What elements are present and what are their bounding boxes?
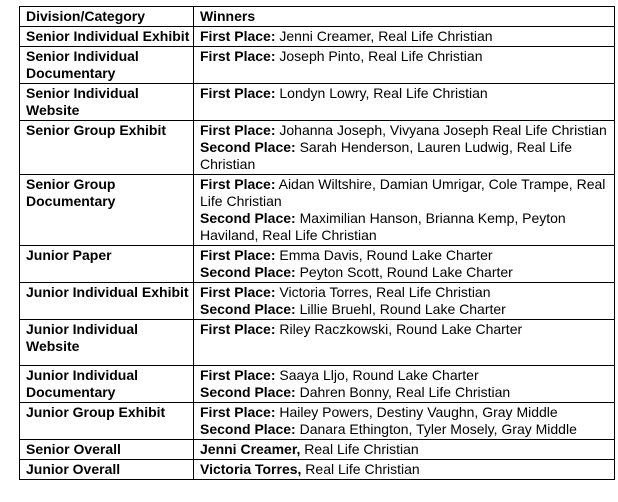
place-label: First Place: <box>200 247 276 263</box>
place-label: First Place: <box>200 122 276 138</box>
category-cell: Senior Individual Exhibit <box>20 27 194 47</box>
place-label: Second Place: <box>200 301 296 317</box>
winner-names: Joseph Pinto, Real Life Christian <box>275 48 483 64</box>
table-row <box>20 366 615 403</box>
winners-cell <box>194 121 615 175</box>
winner-names: Jenni Creamer, Real Life Christian <box>275 28 493 44</box>
place-label: First Place: <box>200 176 276 192</box>
place-label: First Place: <box>200 321 276 337</box>
place-label: First Place: <box>200 284 276 300</box>
place-label: Second Place: <box>200 210 296 226</box>
winner-names: Aidan Wiltshire, Damian Umrigar, Cole Trampe, Real Life Christian <box>200 176 606 209</box>
table-row <box>20 403 615 440</box>
winner-names: Sarah Henderson, Lauren Ludwig, Real Life Christian <box>200 139 572 172</box>
winner-entry <box>200 404 611 421</box>
category-cell: Junior Paper <box>20 246 194 283</box>
winner-entry <box>200 176 611 210</box>
table-row <box>20 121 615 175</box>
winners-cell <box>194 27 615 47</box>
table-row <box>20 175 615 246</box>
table-row <box>20 84 615 121</box>
table-row <box>20 283 615 320</box>
winner-entry <box>200 247 611 264</box>
winners-cell <box>194 460 615 480</box>
place-label: Second Place: <box>200 264 296 280</box>
winner-names: Riley Raczkowski, Round Lake Charter <box>275 321 523 337</box>
place-label: First Place: <box>200 85 276 101</box>
place-label: Second Place: <box>200 421 296 437</box>
table-row <box>20 47 615 84</box>
winner-names: Emma Davis, Round Lake Charter <box>275 247 493 263</box>
category-cell: Junior Overall <box>20 460 194 480</box>
place-label: First Place: <box>200 48 276 64</box>
category-cell: Junior Group Exhibit <box>20 403 194 440</box>
winner-entry <box>200 301 611 318</box>
category-cell: Senior Group Exhibit <box>20 121 194 175</box>
winners-cell <box>194 283 615 320</box>
category-cell: Senior Group Documentary <box>20 175 194 246</box>
winner-names: Peyton Scott, Round Lake Charter <box>295 264 513 280</box>
winner-entry <box>200 421 611 438</box>
place-label: First Place: <box>200 28 276 44</box>
category-cell: Junior Individual Website <box>20 320 194 366</box>
place-label: First Place: <box>200 404 276 420</box>
winner-school: Real Life Christian <box>301 461 420 477</box>
table-row <box>20 27 615 47</box>
winners-cell <box>194 440 615 460</box>
place-label: First Place: <box>200 367 276 383</box>
place-label: Second Place: <box>200 384 296 400</box>
winners-cell <box>194 175 615 246</box>
winners-column-header: Winners <box>194 7 615 27</box>
winner-names: Londyn Lowry, Real Life Christian <box>275 85 488 101</box>
winner-entry <box>200 28 611 45</box>
winner-entry <box>200 367 611 384</box>
winner-entry <box>200 48 611 65</box>
winner-entry <box>200 284 611 301</box>
winner-school: Real Life Christian <box>300 441 419 457</box>
winners-cell <box>194 246 615 283</box>
category-cell: Junior Individual Documentary <box>20 366 194 403</box>
overall-winner-name: Jenni Creamer, <box>200 441 301 457</box>
category-cell: Senior Individual Website <box>20 84 194 121</box>
table-row <box>20 320 615 366</box>
winners-cell <box>194 84 615 121</box>
winner-names: Hailey Powers, Destiny Vaughn, Gray Middle <box>275 404 558 420</box>
category-cell: Senior Overall <box>20 440 194 460</box>
winner-names: Maximilian Hanson, Brianna Kemp, Peyton Haviland, Real Life Christian <box>200 210 566 243</box>
winners-cell <box>194 366 615 403</box>
winners-table-container <box>19 6 615 480</box>
winner-names: Saaya Lljo, Round Lake Charter <box>275 367 479 383</box>
table-body <box>20 27 615 480</box>
category-column-header: Division/Category <box>20 7 194 27</box>
table-row <box>20 246 615 283</box>
place-label: Second Place: <box>200 139 296 155</box>
table-row <box>20 440 615 460</box>
table-row <box>20 460 615 480</box>
winners-cell <box>194 403 615 440</box>
category-cell: Junior Individual Exhibit <box>20 283 194 320</box>
winners-table <box>19 6 615 480</box>
winner-entry <box>200 139 611 173</box>
winner-entry <box>200 321 611 338</box>
winner-names: Danara Ethington, Tyler Mosely, Gray Middle <box>295 421 577 437</box>
winner-names: Dahren Bonny, Real Life Christian <box>295 384 511 400</box>
winners-cell <box>194 320 615 366</box>
winner-names: Lillie Bruehl, Round Lake Charter <box>295 301 506 317</box>
winner-entry <box>200 441 611 458</box>
winner-entry <box>200 264 611 281</box>
overall-winner-name: Victoria Torres, <box>200 461 302 477</box>
winners-cell <box>194 47 615 84</box>
winner-entry <box>200 384 611 401</box>
category-cell: Senior Individual Documentary <box>20 47 194 84</box>
winner-entry <box>200 461 611 478</box>
winner-names: Victoria Torres, Real Life Christian <box>275 284 491 300</box>
header-row <box>20 7 615 27</box>
winner-entry <box>200 210 611 244</box>
winner-entry <box>200 122 611 139</box>
winner-entry <box>200 85 611 102</box>
winner-names: Johanna Joseph, Vivyana Joseph Real Life Christian <box>275 122 607 138</box>
